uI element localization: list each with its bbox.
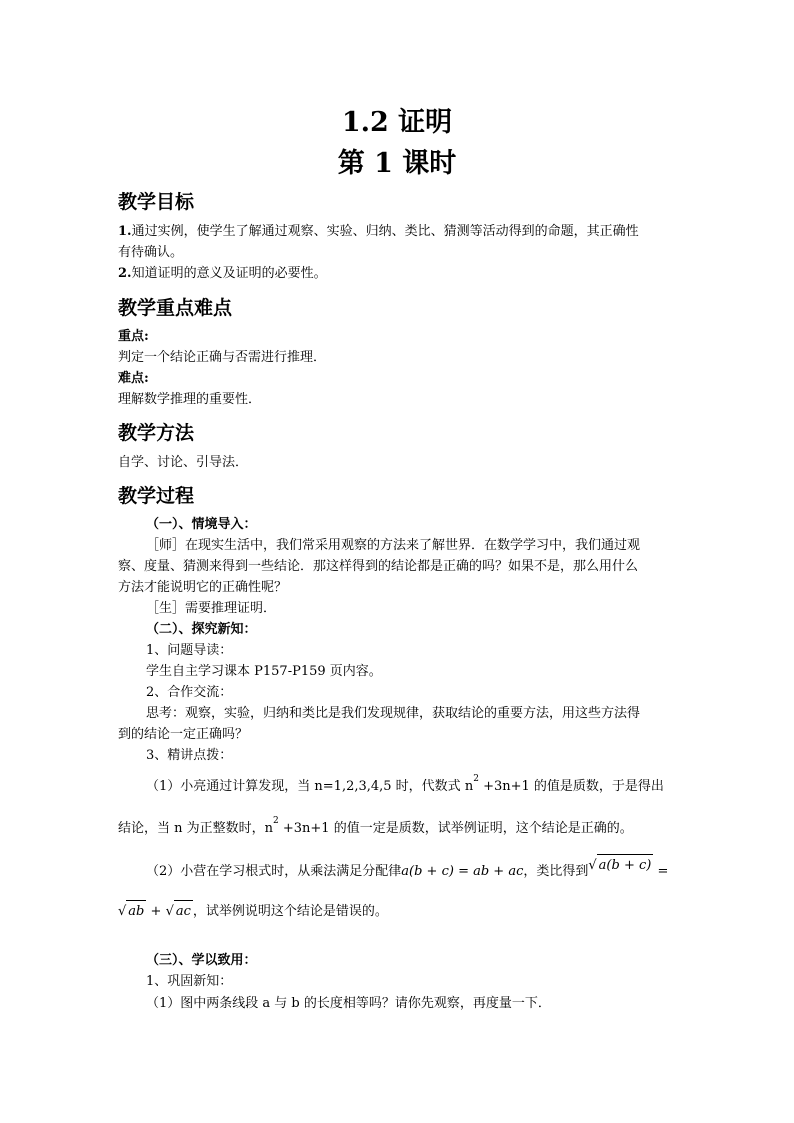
example-2-part-c: ，试举例说明这个结论是错误的。: [192, 904, 388, 919]
sqrt-radicand: a(b + c): [597, 854, 654, 876]
goal-item-2: [118, 263, 327, 284]
equals-sign: =: [657, 864, 669, 879]
example-1-line-1: [146, 776, 664, 799]
goal-item-1: [118, 221, 639, 242]
question-1: 1、问题导读：: [146, 643, 233, 658]
part3-question-1: 1、巩固新知：: [146, 974, 233, 989]
example-1-part-b: +3n+1 的值是质数，于是得出: [478, 779, 664, 794]
sqrt-ab-radicand: ab: [126, 900, 146, 922]
exponent: 2: [273, 816, 279, 826]
key-label: 重点:: [118, 329, 149, 344]
example-2-part-b: ，类比得到: [523, 864, 589, 879]
teacher-line-1: ［师］在现实生活中，我们常采用观察的方法来了解世界．在数学学习中，我们通过观: [146, 538, 641, 553]
teacher-line-3: 方法才能说明它的正确性呢？: [118, 580, 288, 595]
example-2-line-1: [146, 860, 668, 882]
part3-question-1-text: （1）图中两条线段 a 与 b 的长度相等吗？请你先观察，再度量一下．: [146, 996, 551, 1011]
teacher-line-2: 察、度量、猜测来得到一些结论．那这样得到的结论都是正确的吗？如果不是，那么用什么: [118, 559, 639, 574]
think-line-1: 思考：观察，实验，归纳和类比是我们发现规律，获取结论的重要方法，用这些方法得: [146, 706, 641, 721]
heading-process: 教学过程: [118, 485, 195, 507]
example-1-line-2: [118, 818, 633, 841]
heading-method: 教学方法: [118, 422, 195, 444]
student-line: ［生］需要推理证明．: [146, 601, 277, 616]
sqrt-expression: [588, 858, 653, 873]
question-3: 3、精讲点拨：: [146, 748, 233, 763]
sqrt-ac-radicand: ac: [174, 900, 193, 922]
example-2-line-2: [118, 900, 388, 922]
page-subtitle: 第 1 课时: [337, 148, 457, 179]
example-2-part-a: （2）小营在学习根式时，从乘法满足分配律: [146, 864, 402, 879]
example-1-part-a: （1）小亮通过计算发现，当 n=1,2,3,4,5 时，代数式 n: [146, 779, 474, 794]
goal-item-2-number: 2.: [118, 266, 132, 281]
sqrt-sign: √: [588, 858, 597, 873]
goal-item-1-cont: 有待确认。: [118, 245, 184, 260]
question-1-text: 学生自主学习课本 P157-P159 页内容。: [146, 664, 382, 679]
example-1-part-c: 结论，当 n 为正整数时，n: [118, 821, 274, 836]
think-line-2: 到的结论一定正确吗？: [118, 727, 249, 742]
key-text: 判定一个结论正确与否需进行推理．: [118, 350, 327, 365]
example-1-part-d: +3n+1 的值一定是质数，试举例证明，这个结论是正确的。: [278, 821, 633, 836]
hard-text: 理解数学推理的重要性．: [118, 392, 262, 407]
goal-item-1-number: 1.: [118, 224, 132, 239]
heading-key-points: 教学重点难点: [118, 297, 233, 319]
part3-title: （三）、学以致用：: [146, 953, 257, 968]
heading-goals: 教学目标: [118, 191, 195, 213]
page-title: 1.2 证明: [341, 107, 453, 138]
goal-item-1-text: 通过实例，使学生了解通过观察、实验、归纳、类比、猜测等活动得到的命题，其正确性: [131, 224, 639, 239]
exponent: 2: [473, 774, 479, 784]
distributive-formula: a(b + c) = ab + ac: [401, 864, 524, 879]
question-2: 2、合作交流：: [146, 685, 233, 700]
goal-item-2-text: 知道证明的意义及证明的必要性。: [131, 266, 327, 281]
part2-title: （二）、探究新知：: [146, 622, 257, 637]
sqrt-ac: √ ac: [166, 904, 193, 919]
sqrt-ab: √ ab: [118, 904, 146, 919]
method-text: 自学、讨论、引导法．: [118, 455, 249, 470]
hard-label: 难点:: [118, 371, 149, 386]
part1-title: （一）、情境导入：: [146, 517, 257, 532]
plus-sign: +: [150, 904, 162, 919]
